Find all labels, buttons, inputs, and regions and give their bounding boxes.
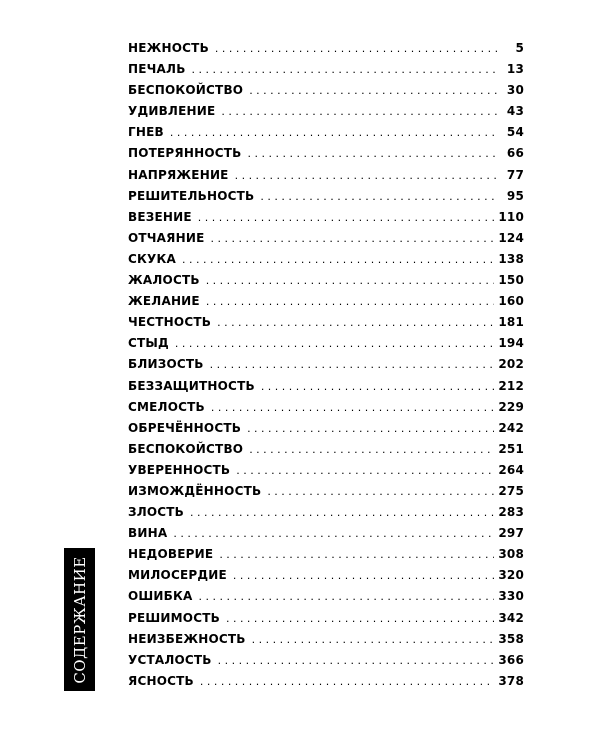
- toc-entry-title: ПОТЕРЯННОСТЬ: [128, 146, 242, 161]
- toc-entry[interactable]: [128, 122, 524, 143]
- toc-entry[interactable]: [128, 544, 524, 565]
- toc-entry-title: НЕИЗБЕЖНОСТЬ: [128, 631, 246, 646]
- toc-entry-page-number: 43: [506, 104, 524, 119]
- dot-leader: [221, 101, 498, 122]
- toc-entry[interactable]: [128, 523, 524, 544]
- toc-entry-title: РЕШИТЕЛЬНОСТЬ: [128, 188, 255, 203]
- dot-leader: [199, 586, 495, 607]
- toc-entry[interactable]: [128, 481, 524, 502]
- toc-entry[interactable]: [128, 565, 524, 586]
- dot-leader: [206, 291, 495, 312]
- toc-entry-page-number: 242: [498, 420, 524, 435]
- toc-entry-page-number: 54: [506, 125, 524, 140]
- dot-leader: [210, 354, 495, 375]
- toc-entry[interactable]: [128, 249, 524, 270]
- toc-entry-page-number: 283: [498, 505, 524, 520]
- toc-entry-page-number: 330: [498, 589, 524, 604]
- toc-entry-page-number: 297: [498, 526, 524, 541]
- toc-entry[interactable]: [128, 101, 524, 122]
- toc-entry-title: ВЕЗЕНИЕ: [128, 209, 192, 224]
- dot-leader: [175, 333, 494, 354]
- toc-entry[interactable]: [128, 418, 524, 439]
- toc-entry-title: УДИВЛЕНИЕ: [128, 104, 216, 119]
- toc-entry-title: НАПРЯЖЕНИЕ: [128, 167, 229, 182]
- toc-entry-title: НЕЖНОСТЬ: [128, 41, 209, 55]
- toc-entry-page-number: 342: [498, 610, 524, 625]
- toc-entry[interactable]: [128, 671, 524, 692]
- toc-entry-title: ОТЧАЯНИЕ: [128, 230, 205, 245]
- toc-entry[interactable]: [128, 228, 524, 249]
- dot-leader: [170, 122, 498, 143]
- toc-entry[interactable]: [128, 460, 524, 481]
- section-tab: [64, 548, 95, 691]
- toc-entry-page-number: 229: [498, 399, 524, 414]
- toc-entry[interactable]: [128, 270, 524, 291]
- toc-entry[interactable]: [128, 502, 524, 523]
- toc-entry-title: УСТАЛОСТЬ: [128, 652, 212, 667]
- toc-entry-page-number: 138: [498, 251, 524, 266]
- toc-entry-page-number: 320: [498, 568, 524, 583]
- dot-leader: [233, 565, 494, 586]
- toc-entry-title: ОШИБКА: [128, 589, 193, 604]
- toc-entry-title: ГНЕВ: [128, 125, 164, 140]
- toc-entry-title: ЖЕЛАНИЕ: [128, 294, 200, 309]
- toc-entry[interactable]: [128, 80, 524, 101]
- toc-entry-title: НЕДОВЕРИЕ: [128, 547, 214, 562]
- toc-entry-page-number: 150: [498, 273, 524, 288]
- toc-entry-page-number: 77: [506, 167, 524, 182]
- toc-entry-title: РЕШИМОСТЬ: [128, 610, 220, 625]
- toc-entry-page-number: 251: [498, 441, 524, 456]
- toc-entry-title: БЕСПОКОЙСТВО: [128, 83, 244, 98]
- toc-entry-title: БЛИЗОСТЬ: [128, 357, 204, 372]
- dot-leader: [206, 270, 495, 291]
- dot-leader: [249, 80, 498, 101]
- toc-entry-page-number: 160: [498, 294, 524, 309]
- toc-entry-title: СКУКА: [128, 251, 176, 266]
- dot-leader: [182, 249, 494, 270]
- dot-leader: [252, 629, 495, 650]
- dot-leader: [235, 165, 498, 186]
- dot-leader: [261, 376, 495, 397]
- toc-entry-title: ВИНА: [128, 526, 168, 541]
- dot-leader: [267, 481, 494, 502]
- toc-entry-title: ОБРЕЧЁННОСТЬ: [128, 420, 242, 435]
- dot-leader: [260, 186, 498, 207]
- toc-entry-page-number: 264: [498, 462, 524, 477]
- dot-leader: [173, 523, 494, 544]
- toc-entry[interactable]: [128, 333, 524, 354]
- toc-entry-page-number: 378: [498, 673, 524, 688]
- toc-entry-page-number: 13: [506, 62, 524, 77]
- toc-entry-page-number: 66: [506, 146, 524, 161]
- table-of-contents: [128, 38, 524, 692]
- dot-leader: [217, 312, 494, 333]
- toc-entry-title: БЕСПОКОЙСТВО: [128, 441, 244, 456]
- dot-leader: [226, 608, 494, 629]
- toc-entry-title: ЖАЛОСТЬ: [128, 273, 200, 288]
- dot-leader: [236, 460, 494, 481]
- toc-entry[interactable]: [128, 397, 524, 418]
- dot-leader: [247, 418, 494, 439]
- toc-entry-page-number: 124: [498, 230, 524, 245]
- dot-leader: [211, 228, 495, 249]
- toc-entry-title: СМЕЛОСТЬ: [128, 399, 205, 414]
- dot-leader: [218, 650, 495, 671]
- section-label: СОДЕРЖАНИЕ: [70, 555, 89, 684]
- toc-entry-page-number: 366: [498, 652, 524, 667]
- toc-entry-page-number: 30: [506, 83, 524, 98]
- toc-entry[interactable]: [128, 207, 524, 228]
- toc-entry[interactable]: [128, 608, 524, 629]
- toc-entry[interactable]: [128, 629, 524, 650]
- toc-entry[interactable]: [128, 38, 524, 59]
- toc-entry-title: УВЕРЕННОСТЬ: [128, 462, 231, 477]
- toc-entry-title: БЕЗЗАЩИТНОСТЬ: [128, 378, 255, 393]
- toc-entry-title: ЯСНОСТЬ: [128, 673, 194, 688]
- toc-entry[interactable]: [128, 376, 524, 397]
- toc-entry-page-number: 194: [498, 336, 524, 351]
- toc-entry-page-number: 202: [498, 357, 524, 372]
- toc-entry-title: ЧЕСТНОСТЬ: [128, 315, 212, 330]
- dot-leader: [192, 59, 498, 80]
- dot-leader: [211, 397, 494, 418]
- toc-entry-page-number: 358: [498, 631, 524, 646]
- dot-leader: [190, 502, 494, 523]
- toc-entry[interactable]: [128, 650, 524, 671]
- dot-leader: [248, 143, 499, 164]
- toc-entry-page-number: 95: [506, 188, 524, 203]
- toc-entry[interactable]: [128, 59, 524, 80]
- toc-entry-page-number: 275: [498, 483, 524, 498]
- toc-entry[interactable]: [128, 586, 524, 607]
- toc-entry-page-number: 110: [498, 209, 524, 224]
- toc-entry[interactable]: [128, 312, 524, 333]
- toc-entry-page-number: 5: [515, 41, 524, 55]
- toc-entry-page-number: 212: [498, 378, 524, 393]
- dot-leader: [249, 439, 494, 460]
- dot-leader: [198, 207, 495, 228]
- toc-entry[interactable]: [128, 354, 524, 375]
- toc-entry-title: ЗЛОСТЬ: [128, 505, 185, 520]
- toc-entry[interactable]: [128, 186, 524, 207]
- toc-entry-page-number: 308: [498, 547, 524, 562]
- toc-entry[interactable]: [128, 439, 524, 460]
- toc-entry-title: ИЗМОЖДЁННОСТЬ: [128, 483, 262, 498]
- toc-entry-page-number: 181: [498, 315, 524, 330]
- toc-entry-title: МИЛОСЕРДИЕ: [128, 568, 227, 583]
- toc-entry-title: ПЕЧАЛЬ: [128, 62, 186, 77]
- dot-leader: [215, 38, 498, 59]
- toc-entry[interactable]: [128, 165, 524, 186]
- toc-entry[interactable]: [128, 143, 524, 164]
- toc-entry[interactable]: [128, 291, 524, 312]
- toc-entry-title: СТЫД: [128, 336, 169, 351]
- dot-leader: [200, 671, 495, 692]
- dot-leader: [219, 544, 494, 565]
